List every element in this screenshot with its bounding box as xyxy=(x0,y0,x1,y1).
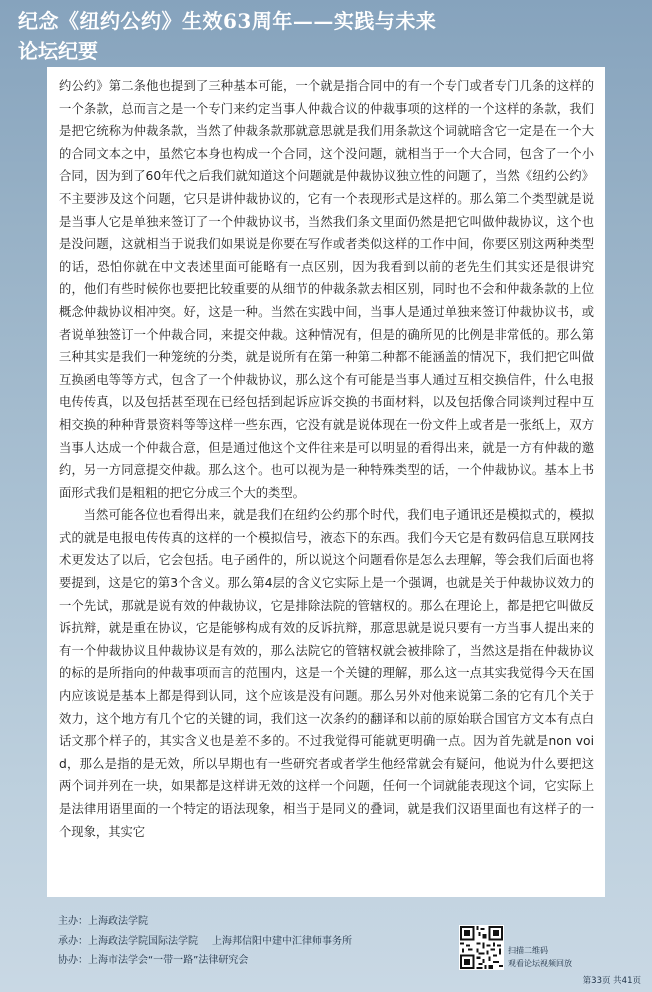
co-organizer-row xyxy=(58,951,438,971)
page-header xyxy=(18,6,436,66)
organizer-name-2: 上海邦信阳中建中汇律师事务所 xyxy=(212,935,352,947)
organizer-label: 承办： xyxy=(58,935,88,947)
co-organizer-label: 协办： xyxy=(58,955,88,966)
host-name: 上海政法学院 xyxy=(88,916,148,927)
page-subtitle: 论坛纪要 xyxy=(18,39,98,63)
page-number: 第33页 共41页 xyxy=(582,976,641,986)
host-row xyxy=(58,912,438,932)
qr-caption-line-1: 扫描二维码 xyxy=(508,946,548,955)
sponsor-info xyxy=(58,912,438,971)
document-panel[interactable] xyxy=(47,67,605,897)
host-label: 主办： xyxy=(58,916,88,927)
qr-code-icon[interactable] xyxy=(459,925,504,970)
document-paragraph: 约公约》第二条他也提到了三种基本可能，一个就是指合同中的有一个专门或者专门几条的这样的一个条款，总而言之是一个专门来约定当事人仲裁合议的仲裁事项的这样的一个这样的条款，我们是把它统称为仲裁条款，当然了仲裁条款那就意思就是我们用条款这个词就暗含它一定是在一个大的合同文本之中，虽然它本身也构成一个合同，这个没问题，就相当于一个大合同，包含了一个小合同，因为到了60年代之后我们就知道这个问题就是仲裁协议独立性的问题了，当然《纽约公约》不主要涉及这个问题，它只是讲仲裁协议的，它有一个表现形式是这样的。那么第二个类型就是说是当事人它是单独来签订了一个仲裁协议书，当然我们条文里面仍然是把它叫做仲裁协议，这个也是没问题，这就相当于说我们如果说是你要在写作或者类似这样的工作中间，你要区别这两种类型的话，恐怕你就在中文表述里面可能略有一点区别，因为我看到以前的老先生们其实还是很讲究的，他们有些时候你也要把比较重要的从细节的仲裁条款去相区别，同时也不会和仲裁条款的上位概念仲裁协议相冲突。好，这是一种。当然在实践中间，当事人是通过单独来签订仲裁协议书，或者说单独签订一个仲裁合同，来提交仲裁。这种情况有，但是的确所见的比例是非常低的。那么第三种其实是我们一种笼统的分类，就是说所有在第一种第二种都不能涵盖的情况下，我们把它叫做互换函电等等方式，包含了一个仲裁协议，那么这个有可能是当事人通过互相交换信件，什么电报电传传真，以及包括甚至现在已经包括到起诉应诉交换的书面材料，以及包括像合同谈判过程中互相交换的种种背景资料等等这样一些东西，它没有就是说体现在一份文件上或者是一张纸上，双方当事人达成一个仲裁合意，但是通过他这个文件往来是可以明显的看得出来，就是一方有仲裁的邀约，另一方同意提交仲裁。那么这个。也可以视为是一种特殊类型的话，一个仲裁协议。基本上书面形式我们是粗粗的把它分成三个大的类型。 xyxy=(59,79,594,500)
document-paragraph: 当然可能各位也看得出来，就是我们在纽约公约那个时代，我们电子通讯还是模拟式的，模拟式的就是电报电传传真的这样的一个模拟信号，液态下的东西。我们今天它是有数码信息互联网技术更发达了以后，它会包括。电子函件的，所以说这个问题看你是怎么去理解，等会我们后面也将要提到，这是它的第3个含义。那么第4层的含义它实际上是一个强调，也就是关于仲裁协议效力的一个先试，那就是说有效的仲裁协议，它是排除法院的管辖权的。那么在理论上，都是把它叫做反诉抗辩，就是重在协议，它是能够构成有效的反诉抗辩，那意思就是说只要有一方当事人提出来的有一个仲裁协议且仲裁协议是有效的，那么法院它的管辖权就会被排除了，当然这是指在仲裁协议的标的是所指向的仲裁事项而言的范围内，这是一个关键的理解，那么这一点其实我觉得今天在国内应该说是基本上都是得到认同，这个应该是没有问题。那么另外对他来说第二条的它有几个关于效力，这个地方有几个它的关键的词，我们这一次条约的翻译和以前的原始联合国官方文本有点白话文那个样子的，其实含义也是差不多的。不过我觉得可能就更明确一点。因为首先就是non void，那么是指的是无效，所以早期也有一些研究者或者学生他经常就会有疑问，他说为什么要把这两个词并列在一块，如果都是这样讲无效的这样一个问题，任何一个词就能表现这个词，它实际上是法律用语里面的一个特定的语法现象，相当于是同义的叠词，就是我们汉语里面也有这样子的一个现象，其实它 xyxy=(59,508,594,839)
co-organizer-name: 上海市法学会“一带一路”法律研究会 xyxy=(88,955,249,966)
organizer-name-1: 上海政法学院国际法学院 xyxy=(88,935,198,947)
qr-caption xyxy=(508,944,572,970)
organizer-row xyxy=(58,932,438,952)
page-title: 纪念《纽约公约》生效63周年——实践与未来 xyxy=(18,9,437,33)
qr-caption-line-2: 观看论坛视频回放 xyxy=(508,959,572,968)
